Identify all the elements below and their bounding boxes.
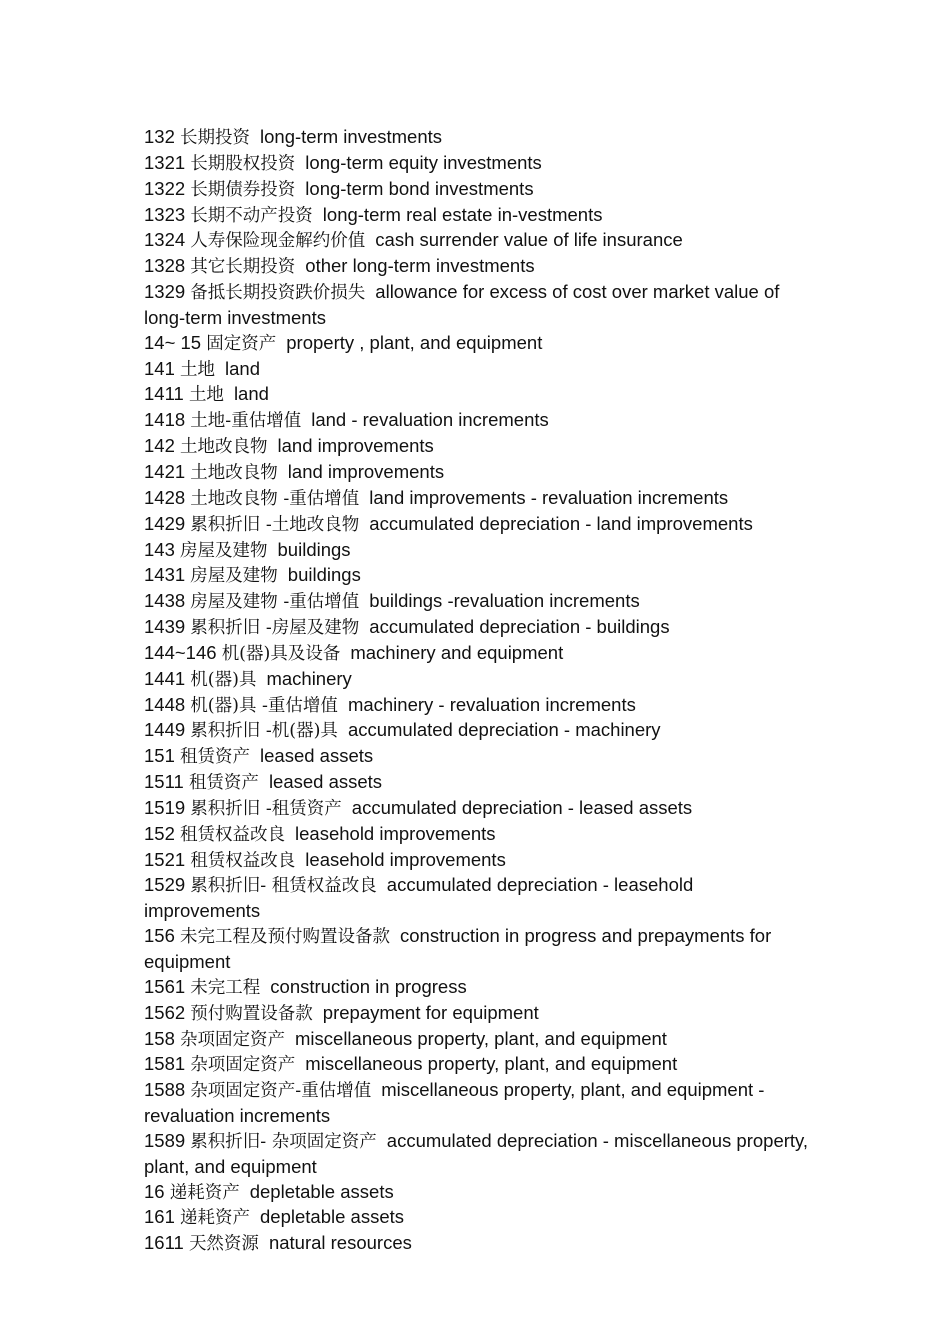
account-entry: [144, 177, 814, 203]
account-name-en: land: [233, 383, 269, 405]
account-code: 156: [144, 925, 175, 947]
account-entry: [144, 667, 814, 693]
account-entry: [144, 1078, 814, 1129]
account-name-en: buildings -revaluation increments: [369, 590, 640, 612]
account-name-zh: 递耗资产: [169, 1182, 240, 1203]
account-code: 161: [144, 1206, 175, 1228]
account-code: 144~146: [144, 641, 217, 663]
account-code: 1581: [144, 1053, 186, 1075]
account-name-en: machinery and equipment: [350, 641, 564, 663]
account-name-zh: 杂项固定资产: [180, 1029, 286, 1050]
account-entry: [144, 434, 814, 460]
account-code: 1439: [144, 616, 186, 638]
account-entry: [144, 563, 814, 589]
account-code: 1429: [144, 512, 186, 534]
account-name-en: leasehold improvements: [305, 848, 506, 870]
account-name-en: land improvements - revaluation increments: [369, 486, 729, 508]
account-code: 1411: [144, 383, 184, 405]
account-code: 142: [144, 435, 175, 457]
account-name-en: prepayment for equipment: [322, 1001, 539, 1023]
account-name-en: accumulated depreciation - leased assets: [351, 796, 693, 818]
account-name-zh: 土地改良物: [190, 462, 278, 483]
account-name-zh: 机(器)具 -重估增值: [190, 695, 338, 716]
account-name-en: cash surrender value of life insurance: [375, 229, 683, 251]
account-name-zh: 房屋及建物: [190, 566, 278, 587]
account-name-zh: 租赁资产: [180, 747, 251, 768]
account-entry: [144, 641, 814, 667]
account-code: 1329: [144, 281, 186, 303]
account-name-zh: 机(器)具: [190, 669, 257, 690]
account-entry: [144, 382, 814, 408]
account-name-en: land improvements: [277, 435, 434, 457]
account-name-zh: 杂项固定资产: [190, 1055, 296, 1076]
account-entry: [144, 512, 814, 538]
account-name-zh: 未完工程及预付购置设备款: [180, 927, 391, 948]
account-code: 132: [144, 126, 175, 147]
account-entry: [144, 125, 814, 151]
account-code: 1511: [144, 771, 184, 793]
account-entry: [144, 1180, 814, 1206]
account-name-zh: 备抵长期投资跌价损失: [190, 283, 366, 304]
account-code: 1418: [144, 409, 186, 431]
account-name-zh: 人寿保险现金解约价值: [190, 231, 366, 252]
account-name-zh: 长期不动产投资: [190, 205, 313, 226]
account-entry: [144, 975, 814, 1001]
account-name-en: depletable assets: [249, 1180, 394, 1202]
account-name-zh: 递耗资产: [180, 1208, 251, 1229]
account-name-zh: 土地改良物: [180, 437, 268, 458]
account-name-en: buildings: [287, 564, 361, 586]
account-name-zh: 机(器)具及设备: [221, 643, 341, 664]
account-name-en: buildings: [277, 538, 351, 560]
account-entry: [144, 486, 814, 512]
account-code: 1438: [144, 590, 186, 612]
account-code: 1521: [144, 848, 186, 870]
account-code: 1449: [144, 719, 186, 741]
account-name-zh: 租赁权益改良: [190, 850, 296, 871]
account-name-zh: 其它长期投资: [190, 257, 296, 278]
account-name-zh: 房屋及建物 -重估增值: [190, 592, 360, 613]
account-code: 14~ 15: [144, 331, 202, 353]
account-name-en: miscellaneous property, plant, and equipment: [305, 1053, 678, 1075]
account-name-zh: 累积折旧- 租赁权益改良: [190, 876, 377, 897]
account-entry: [144, 848, 814, 874]
account-name-zh: 累积折旧 -房屋及建物: [190, 618, 360, 639]
account-entry: [144, 460, 814, 486]
account-name-en: long-term investments: [260, 126, 442, 147]
account-code: 1611: [144, 1232, 184, 1254]
account-name-en: accumulated depreciation - miscellaneous property, plant, and equipment: [144, 1129, 809, 1177]
account-name-zh: 杂项固定资产-重估增值: [190, 1081, 372, 1102]
account-entry: [144, 744, 814, 770]
account-name-zh: 天然资源: [188, 1234, 259, 1255]
account-name-en: accumulated depreciation - buildings: [369, 616, 670, 638]
account-code: 1441: [144, 667, 186, 689]
account-name-en: accumulated depreciation - leasehold improvements: [144, 874, 694, 922]
account-list: [144, 125, 814, 1257]
account-code: 16: [144, 1180, 165, 1202]
account-name-en: leased assets: [260, 745, 374, 767]
account-entry: [144, 151, 814, 177]
account-name-en: long-term equity investments: [305, 151, 542, 173]
account-code: 141: [144, 357, 175, 379]
account-code: 1421: [144, 460, 186, 482]
account-name-en: accumulated depreciation - land improvements: [369, 512, 753, 534]
account-code: 1328: [144, 255, 186, 277]
account-code: 143: [144, 538, 175, 560]
account-name-en: property , plant, and equipment: [286, 331, 543, 353]
account-entry: [144, 770, 814, 796]
account-code: 1448: [144, 693, 186, 715]
account-name-zh: 累积折旧 -土地改良物: [190, 514, 360, 535]
account-entry: [144, 693, 814, 719]
account-name-zh: 固定资产: [206, 333, 277, 354]
account-entry: [144, 1129, 814, 1180]
account-name-en: miscellaneous property, plant, and equipment: [295, 1027, 667, 1049]
account-entry: [144, 357, 814, 383]
account-name-zh: 土地-重估增值: [190, 411, 302, 432]
account-entry: [144, 822, 814, 848]
account-name-en: land improvements: [287, 460, 445, 482]
account-entry: [144, 796, 814, 822]
account-code: 1588: [144, 1079, 186, 1101]
account-code: 1529: [144, 874, 186, 896]
account-name-zh: 租赁资产: [188, 773, 259, 794]
account-entry: [144, 1231, 814, 1257]
account-code: 1324: [144, 229, 186, 251]
account-code: 1561: [144, 975, 186, 997]
account-code: 1562: [144, 1001, 186, 1023]
account-entry: [144, 1001, 814, 1027]
account-code: 158: [144, 1027, 175, 1049]
account-code: 151: [144, 745, 175, 767]
account-name-zh: 累积折旧 -租赁资产: [190, 798, 342, 819]
account-name-en: land - revaluation increments: [311, 409, 549, 431]
account-entry: [144, 589, 814, 615]
account-name-zh: 长期投资: [180, 128, 251, 148]
account-code: 1431: [144, 564, 186, 586]
account-code: 1322: [144, 177, 186, 199]
account-name-zh: 土地改良物 -重估增值: [190, 488, 360, 509]
account-name-zh: 土地: [188, 385, 224, 406]
account-name-en: machinery - revaluation increments: [347, 693, 636, 715]
account-code: 1323: [144, 203, 186, 225]
account-code: 1519: [144, 796, 186, 818]
account-name-en: construction in progress and prepayments for equipment: [144, 925, 772, 972]
account-name-zh: 长期债券投资: [190, 179, 296, 200]
account-entry: [144, 331, 814, 357]
account-name-en: depletable assets: [260, 1206, 405, 1228]
account-name-en: other long-term investments: [305, 255, 535, 277]
account-entry: [144, 280, 814, 331]
account-name-zh: 累积折旧 -机(器)具: [190, 721, 338, 742]
account-name-en: leased assets: [268, 771, 383, 793]
account-name-en: construction in progress: [270, 975, 467, 997]
account-name-zh: 租赁权益改良: [180, 824, 286, 845]
account-entry: [144, 1052, 814, 1078]
account-entry: [144, 615, 814, 641]
account-code: 152: [144, 822, 175, 844]
account-name-en: machinery: [266, 667, 352, 689]
account-entry: [144, 538, 814, 564]
account-entry: [144, 228, 814, 254]
account-entry: [144, 1027, 814, 1053]
account-name-zh: 长期股权投资: [190, 153, 296, 174]
account-name-en: long-term bond investments: [305, 177, 534, 199]
account-entry: [144, 408, 814, 434]
account-entry: [144, 254, 814, 280]
account-entry: [144, 203, 814, 229]
account-entry: [144, 873, 814, 924]
account-name-en: leasehold improvements: [295, 822, 496, 844]
account-name-en: accumulated depreciation - machinery: [347, 719, 661, 741]
account-name-en: allowance for excess of cost over market value of long-term investments: [144, 281, 780, 328]
account-name-zh: 预付购置设备款: [190, 1003, 313, 1024]
account-code: 1321: [144, 151, 186, 173]
account-name-en: natural resources: [268, 1232, 412, 1254]
account-name-zh: 未完工程: [190, 977, 261, 998]
account-code: 1589: [144, 1129, 186, 1151]
account-name-zh: 累积折旧- 杂项固定资产: [190, 1131, 377, 1152]
account-name-en: miscellaneous property, plant, and equipment - revaluation increments: [144, 1079, 765, 1127]
account-entry: [144, 718, 814, 744]
account-name-en: long-term real estate in-vestments: [322, 203, 603, 225]
account-entry: [144, 924, 814, 975]
account-entry: [144, 1205, 814, 1231]
account-name-zh: 房屋及建物: [180, 540, 268, 561]
account-name-zh: 土地: [180, 359, 216, 380]
account-name-en: land: [225, 357, 260, 379]
account-code: 1428: [144, 486, 186, 508]
